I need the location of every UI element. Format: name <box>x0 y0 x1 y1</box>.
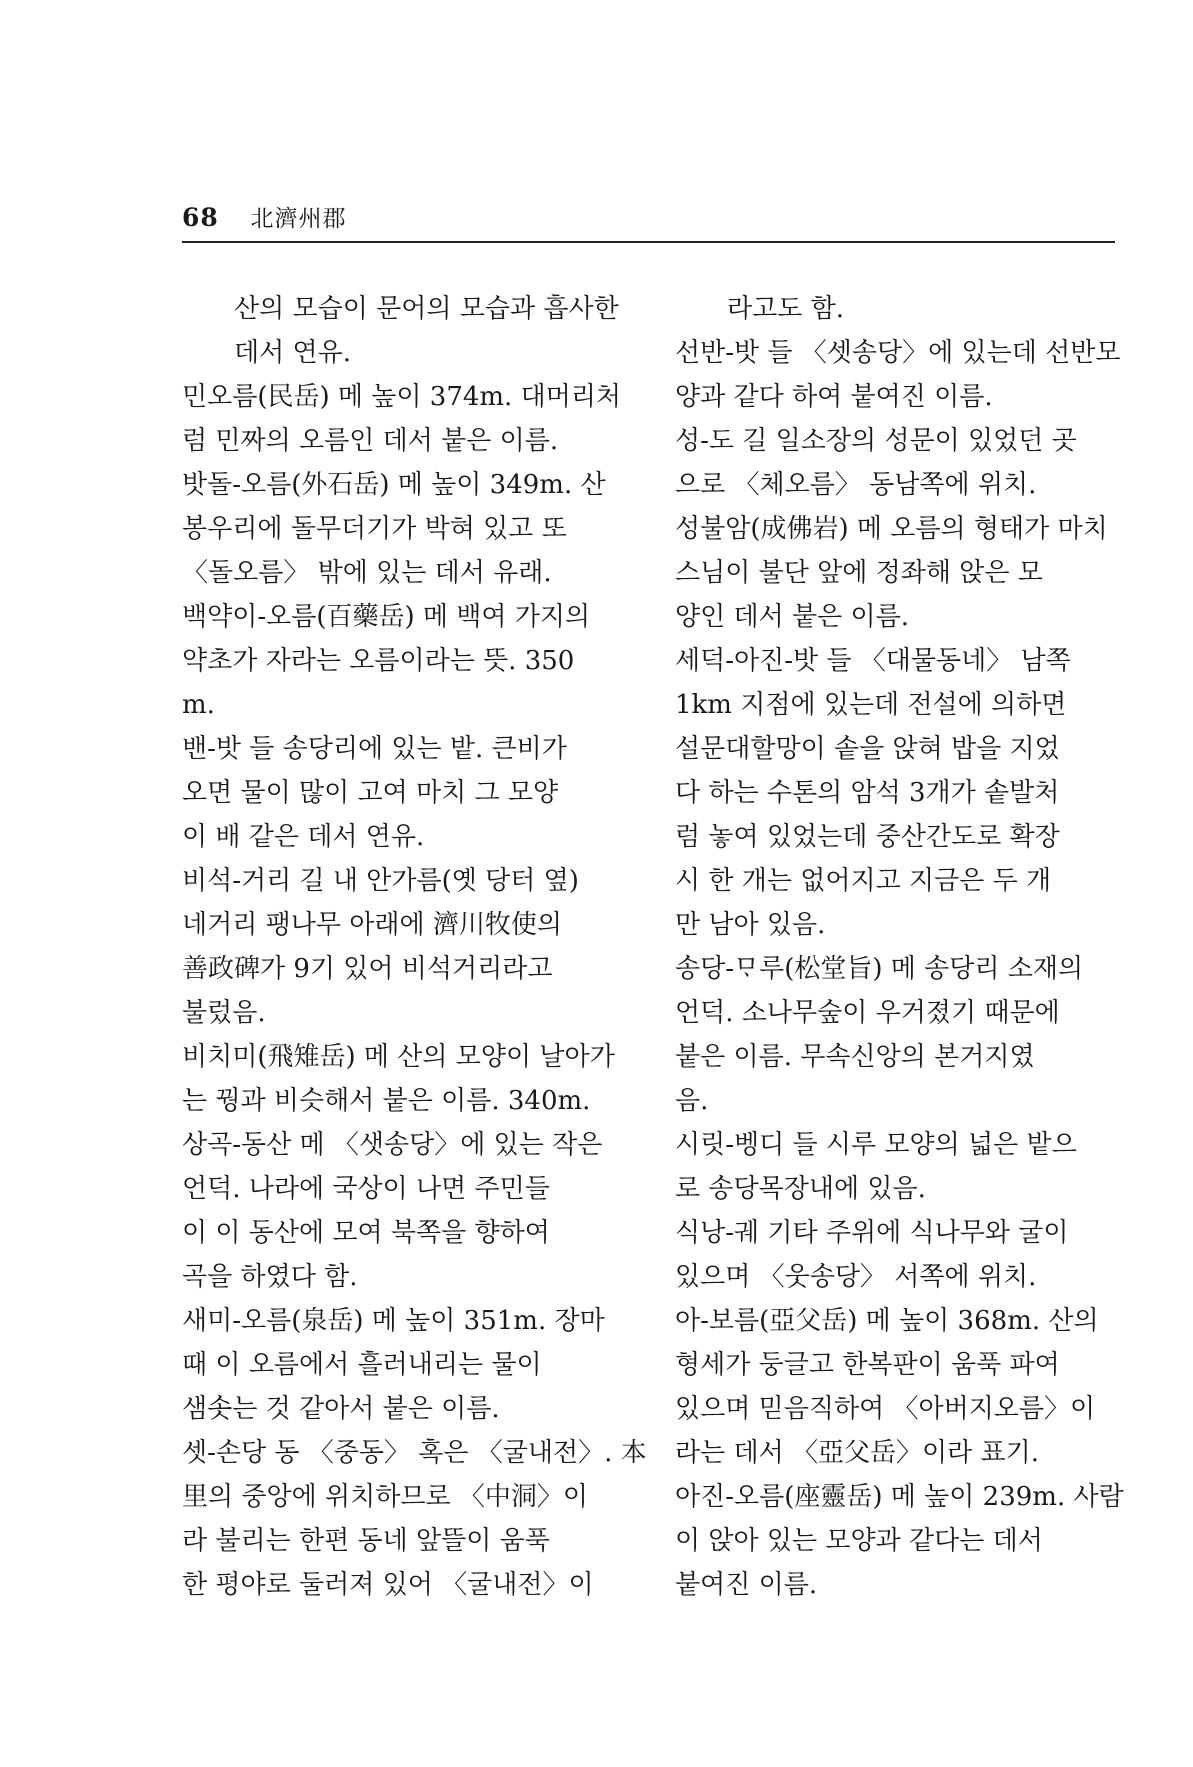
header-rule <box>182 241 1115 243</box>
dictionary-entry <box>182 1035 634 1123</box>
entry-line: 로 송당목장내에 있음. <box>675 1174 926 1204</box>
entry-line: 라고도 함. <box>727 294 844 324</box>
entry-line: 민오름(民岳) 메 높이 374m. 대머리처 <box>182 382 622 412</box>
entry-line: 아-보름(亞父岳) 메 높이 368m. 산의 <box>675 1306 1099 1336</box>
entry-line: 시릿-벵디 들 시루 모양의 넓은 밭으 <box>675 1130 1077 1160</box>
left-column <box>182 287 647 1607</box>
entry-line: 비석-거리 길 내 안가름(옛 당터 옆) <box>182 866 579 896</box>
entry-line: 설문대할망이 솥을 앉혀 밥을 지었 <box>675 734 1060 764</box>
entry-line: 세덕-아진-밧 들 〈대물동네〉 남쪽 <box>675 646 1071 676</box>
entry-line: 양인 데서 붙은 이름. <box>675 602 909 632</box>
page-number: 68 <box>182 203 219 232</box>
entry-line: 있으며 〈웃송당〉 서쪽에 위치. <box>675 1262 1037 1292</box>
entry-line: 럼 놓여 있었는데 중산간도로 확장 <box>675 822 1060 852</box>
entry-line: 한 평야로 둘러져 있어 〈굴내전〉이 <box>182 1570 594 1600</box>
entry-line: 는 꿩과 비슷해서 붙은 이름. 340m. <box>182 1086 591 1116</box>
entry-line: 약초가 자라는 오름이라는 뜻. 350 <box>182 646 575 676</box>
dictionary-entry <box>182 595 634 727</box>
running-title: 北濟州郡 <box>250 206 347 232</box>
entry-line: 이 앉아 있는 모양과 같다는 데서 <box>675 1526 1043 1556</box>
entry-line: 식낭-궤 기타 주위에 식나무와 굴이 <box>675 1218 1069 1248</box>
entry-line: 양과 같다 하여 붙여진 이름. <box>675 382 993 412</box>
entry-line: 봉우리에 돌무더기가 박혀 있고 또 <box>182 514 567 544</box>
entry-line: 불렀음. <box>182 998 266 1028</box>
entry-line: 시 한 개는 없어지고 지금은 두 개 <box>675 866 1052 896</box>
entry-line: 송당-ᄆᆞ루(松堂旨) 메 송당리 소재의 <box>675 954 1084 984</box>
entry-line: 형세가 둥글고 한복판이 움푹 파여 <box>675 1350 1060 1380</box>
right-column <box>675 287 1124 1607</box>
entry-line: 상곡-동산 메 〈샛송당〉에 있는 작은 <box>182 1130 603 1160</box>
entry-line: 라 불리는 한편 동네 앞뜰이 움푹 <box>182 1526 550 1556</box>
dictionary-entry <box>182 1431 647 1607</box>
dictionary-entry <box>675 287 1115 331</box>
entry-line: 里의 중앙에 위치하므로 〈中洞〉이 <box>182 1482 588 1512</box>
entry-line: 1km 지점에 있는데 전설에 의하면 <box>675 690 1067 720</box>
entry-line: 곡을 하였다 함. <box>182 1262 358 1292</box>
entry-line: 백약이-오름(百藥岳) 메 백여 가지의 <box>182 602 591 632</box>
entry-line: 다 하는 수톤의 암석 3개가 솥발처 <box>675 778 1060 808</box>
dictionary-entry <box>675 1123 1115 1211</box>
dictionary-entry <box>675 1211 1115 1299</box>
dictionary-entry <box>182 1123 634 1299</box>
entry-line: 밴-밧 들 송당리에 있는 밭. 큰비가 <box>182 734 567 764</box>
entry-line: 붙은 이름. 무속신앙의 본거지였 <box>675 1042 1035 1072</box>
dictionary-entry <box>182 1299 634 1431</box>
page-header <box>182 200 347 233</box>
entry-line: 언덕. 나라에 국상이 나면 주민들 <box>182 1174 550 1204</box>
entry-line: 네거리 팽나무 아래에 濟川牧使의 <box>182 910 562 940</box>
dictionary-entry <box>675 639 1115 947</box>
dictionary-entry <box>182 727 634 859</box>
entry-line: 〈돌오름〉 밖에 있는 데서 유래. <box>182 558 552 588</box>
entry-line: 선반-밧 들 〈셋송당〉에 있는데 선반모 <box>675 338 1121 368</box>
entry-line: 셋-손당 동 〈중동〉 혹은 〈굴내전〉. 本 <box>182 1438 647 1468</box>
entry-line: 있으며 믿음직하여 〈아버지오름〉이 <box>675 1394 1096 1424</box>
entry-line: 스님이 불단 앞에 정좌해 앉은 모 <box>675 558 1043 588</box>
entry-line: 비치미(飛雉岳) 메 산의 모양이 날아가 <box>182 1042 615 1072</box>
dictionary-entry <box>182 375 634 463</box>
dictionary-entry <box>675 507 1115 639</box>
entry-line: 음. <box>675 1086 709 1116</box>
entry-line: 새미-오름(泉岳) 메 높이 351m. 장마 <box>182 1306 605 1336</box>
entry-line: 오면 물이 많이 고여 마치 그 모양 <box>182 778 559 808</box>
entry-line: 언덕. 소나무숲이 우거졌기 때문에 <box>675 998 1060 1028</box>
entry-line: 아진-오름(座靈岳) 메 높이 239m. 사람 <box>675 1482 1124 1512</box>
entry-line: 밧돌-오름(外石岳) 메 높이 349m. 산 <box>182 470 606 500</box>
entry-line: 럼 민짜의 오름인 데서 붙은 이름. <box>182 426 559 456</box>
entry-line: 데서 연유. <box>234 338 351 368</box>
entry-line: 이 이 동산에 모여 북쪽을 향하여 <box>182 1218 550 1248</box>
dictionary-entry <box>182 463 634 595</box>
entry-line: 붙여진 이름. <box>675 1570 818 1600</box>
entry-line: 만 남아 있음. <box>675 910 826 940</box>
entry-line: 이 배 같은 데서 연유. <box>182 822 425 852</box>
entry-line: 성-도 길 일소장의 성문이 있었던 곳 <box>675 426 1077 456</box>
entry-line: 善政碑가 9기 있어 비석거리라고 <box>182 954 553 984</box>
dictionary-entry <box>675 1475 1124 1607</box>
entry-line: 샘솟는 것 같아서 붙은 이름. <box>182 1394 500 1424</box>
entry-line: 산의 모습이 문어의 모습과 흡사한 <box>234 294 619 324</box>
entry-line: m. <box>182 690 215 720</box>
dictionary-entry <box>182 859 634 1035</box>
dictionary-entry <box>675 947 1115 1123</box>
entry-line: 으로 〈체오름〉 동남쪽에 위치. <box>675 470 1037 500</box>
dictionary-entry <box>675 1299 1115 1475</box>
entry-line: 라는 데서 〈亞父岳〉이라 표기. <box>675 1438 1039 1468</box>
dictionary-entry <box>675 331 1121 419</box>
entry-line: 성불암(成佛岩) 메 오름의 형태가 마치 <box>675 514 1108 544</box>
dictionary-entry <box>182 287 634 375</box>
dictionary-entry <box>675 419 1115 507</box>
entry-line: 때 이 오름에서 흘러내리는 물이 <box>182 1350 542 1380</box>
